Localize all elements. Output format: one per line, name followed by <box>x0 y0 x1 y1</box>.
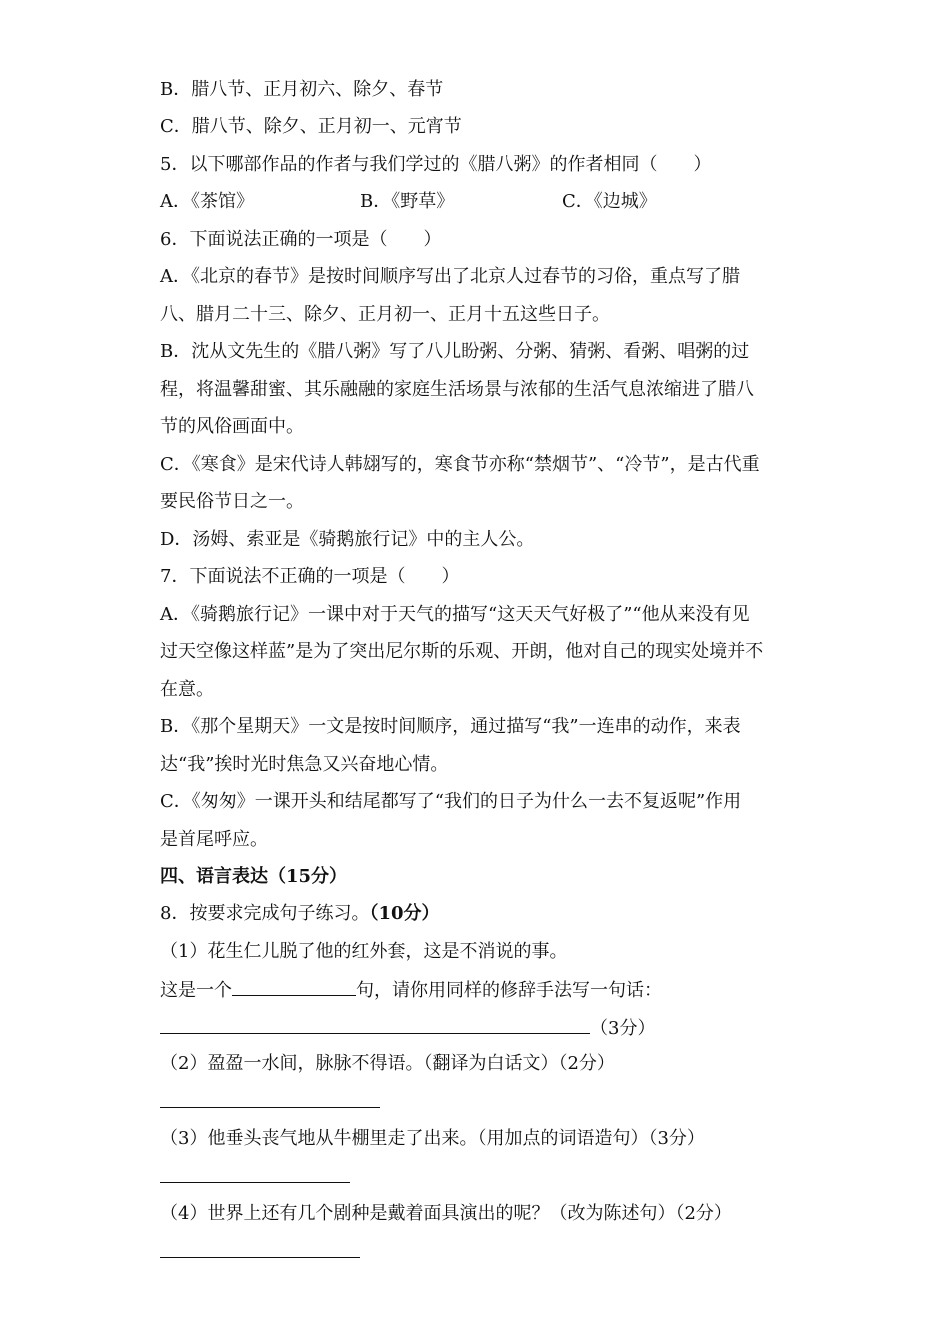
q6-option-d: D．汤姆、索亚是《骑鹅旅行记》中的主人公。 <box>160 529 535 550</box>
q7-option-a-line1: A．《骑鹅旅行记》一课中对于天气的描写“这天天气好极了”“他从来没有见 <box>160 604 750 625</box>
q6-option-c-line2: 要民俗节日之一。 <box>160 491 304 512</box>
q6-option-a-line2: 八、腊月二十三、除夕、正月初一、正月十五这些日子。 <box>160 304 610 325</box>
points-label: （3分） <box>590 1018 656 1039</box>
question-6: 6．下面说法正确的一项是（ ） <box>160 229 442 250</box>
q7-option-c-line1: C．《匆匆》一课开头和结尾都写了“我们的日子为什么一去不复返呢”作用 <box>160 791 742 812</box>
q8-item-1-prompt <box>160 977 662 1003</box>
answer-blank[interactable] <box>232 977 356 996</box>
q6-option-a-line1: A．《北京的春节》是按时间顺序写出了北京人过春节的习俗，重点写了腊 <box>160 266 740 287</box>
q6-option-b-line3: 节的风俗画面中。 <box>160 416 304 437</box>
q7-option-a-line3: 在意。 <box>160 679 214 700</box>
answer-line[interactable] <box>160 1257 360 1258</box>
q8-item-1-answer-line <box>160 1015 655 1041</box>
q6-option-b-line1: B．沈从文先生的《腊八粥》写了八儿盼粥、分粥、猜粥、看粥、唱粥的过 <box>160 341 750 362</box>
option-line: C．腊八节、除夕、正月初一、元宵节 <box>160 116 462 137</box>
q5-option-a: A．《茶馆》 <box>160 191 254 212</box>
q8-item-4: （4）世界上还有几个剧种是戴着面具演出的呢？（改为陈述句）（2分） <box>160 1203 732 1224</box>
q6-option-c-line1: C．《寒食》是宋代诗人韩翃写的，寒食节亦称“禁烟节”、“冷节”，是古代重 <box>160 454 760 475</box>
answer-line[interactable] <box>160 1107 380 1108</box>
section-heading: 四、语言表达（15分） <box>160 866 348 887</box>
q8-item-3: （3）他垂头丧气地从牛棚里走了出来。（用加点的词语造句）（3分） <box>160 1128 705 1149</box>
q8-item-2: （2）盈盈一水间，脉脉不得语。（翻译为白话文）（2分） <box>160 1053 615 1074</box>
question-5: 5．以下哪部作品的作者与我们学过的《腊八粥》的作者相同（ ） <box>160 154 712 175</box>
q5-option-c: C．《边城》 <box>562 191 657 212</box>
option-line: B．腊八节、正月初六、除夕、春节 <box>160 79 444 100</box>
question-8 <box>160 902 440 926</box>
prompt-suffix: 句，请你用同样的修辞手法写一句话： <box>356 980 662 1001</box>
question-8-text: 8．按要求完成句子练习。 <box>160 903 370 924</box>
question-8-points: （10分） <box>369 903 440 924</box>
q7-option-c-line2: 是首尾呼应。 <box>160 829 268 850</box>
answer-blank[interactable] <box>160 1015 590 1034</box>
q7-option-b-line1: B．《那个星期天》一文是按时间顺序，通过描写“我”一连串的动作，来表 <box>160 716 741 737</box>
q7-option-a-line2: 过天空像这样蓝”是为了突出尼尔斯的乐观、开朗，他对自己的现实处境并不 <box>160 641 764 662</box>
q6-option-b-line2: 程，将温馨甜蜜、其乐融融的家庭生活场景与浓郁的生活气息浓缩进了腊八 <box>160 379 754 400</box>
question-7: 7．下面说法不正确的一项是（ ） <box>160 566 460 587</box>
q5-option-b: B．《野草》 <box>360 191 455 212</box>
prompt-prefix: 这是一个 <box>160 980 232 1001</box>
answer-line[interactable] <box>160 1182 350 1183</box>
q7-option-b-line2: 达“我”挨时光时焦急又兴奋地心情。 <box>160 754 449 775</box>
q8-item-1: （1）花生仁儿脱了他的红外套，这是不消说的事。 <box>160 941 568 962</box>
